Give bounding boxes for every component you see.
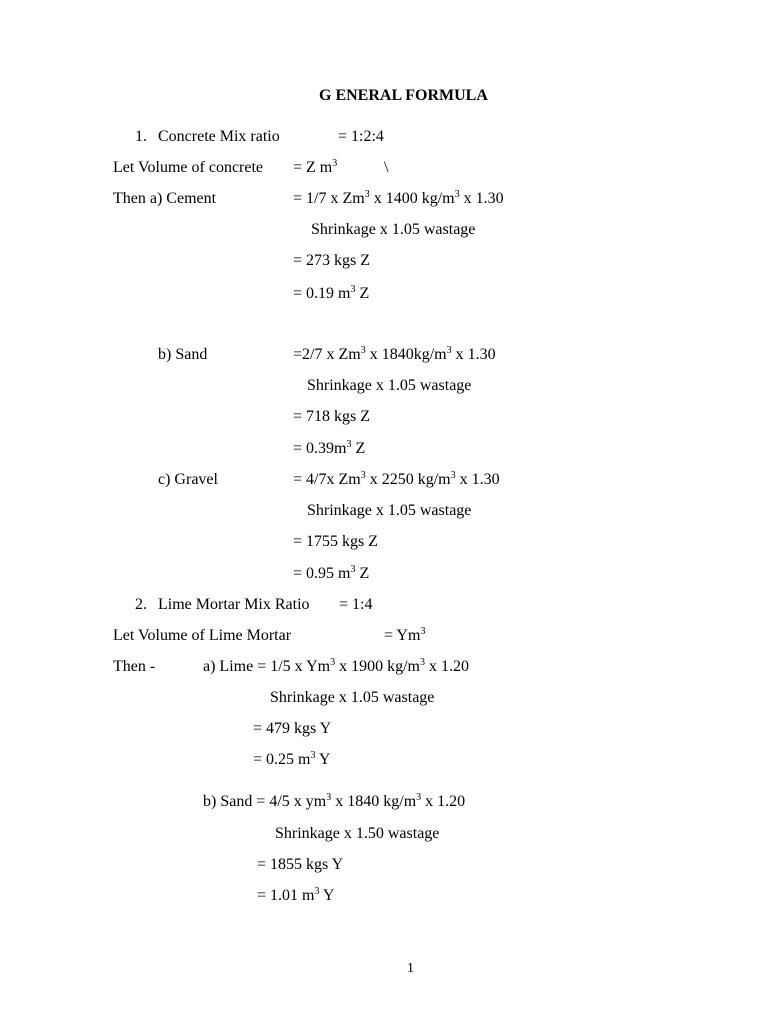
lime-volume: = 0.25 $m^3$ Y — [253, 750, 331, 768]
mortar-volume-value: = $Ym^3$ — [384, 626, 426, 644]
cement-label: Then a) Cement — [113, 190, 217, 207]
page-number: 1 — [407, 961, 414, 976]
mortar-sand-volume: = 1.01 $m^3$ Y — [257, 886, 335, 904]
gravel-label: c) Gravel — [158, 471, 218, 488]
sand-formula: =2/7 x Zm$^3$ x $1840kg/m^3$ x 1.30 — [293, 345, 496, 363]
mortar-sand-weight: = 1855 kgs Y — [257, 856, 344, 873]
section2-heading: Lime Mortar Mix Ratio — [158, 596, 310, 613]
section2-ratio: = 1:4 — [339, 596, 373, 613]
section1-ratio: = 1:2:4 — [338, 128, 384, 145]
sand-shrinkage: Shrinkage x 1.05 wastage — [307, 377, 472, 394]
mortar-sand-formula: b) Sand = 4/5 x $ym^3$ x 1840 $kg/m^3$ x 1.20 — [203, 792, 466, 810]
sand-weight: = 718 kgs Z — [293, 408, 371, 425]
cement-volume: = 0.19 $m^3$ Z — [293, 284, 370, 302]
lime-weight: = 479 kgs Y — [253, 720, 332, 737]
stray-backslash: \ — [384, 159, 389, 176]
sand-label: b) Sand — [158, 346, 208, 363]
gravel-formula: = 4/7x Zm$^3$ x 2250 $kg/m^3$ x 1.30 — [293, 470, 500, 488]
page-title: G ENERAL FORMULA — [319, 87, 488, 104]
mortar-sand-shrinkage: Shrinkage x 1.50 wastage — [275, 825, 440, 842]
gravel-shrinkage: Shrinkage x 1.05 wastage — [307, 502, 472, 519]
lime-then-label: Then - — [113, 658, 156, 675]
section1-number: 1. — [135, 128, 147, 145]
section2-number: 2. — [135, 596, 147, 613]
lime-shrinkage: Shrinkage x 1.05 wastage — [270, 689, 435, 706]
mortar-volume-label: Let Volume of Lime Mortar — [113, 627, 292, 644]
concrete-volume-label: Let Volume of concrete — [113, 159, 264, 176]
lime-formula: a) Lime = 1/5 x Ym$^3$ x 1900 $kg/m^3$ x 1.20 — [203, 657, 469, 675]
cement-shrinkage: Shrinkage x 1.05 wastage — [311, 221, 476, 238]
cement-weight: = 273 kgs Z — [293, 252, 371, 269]
gravel-volume: = 0.95 $m^3$ Z — [293, 564, 370, 582]
gravel-weight: = 1755 kgs Z — [293, 533, 379, 550]
section1-heading: Concrete Mix ratio — [158, 128, 280, 145]
sand-volume: = $0.39m^3$ Z — [293, 439, 366, 457]
concrete-volume-value: = Z $m^3$ — [293, 158, 338, 176]
cement-formula: = 1/7 x Zm$^3$ x 1400 $kg/m^3$ x 1.30 — [293, 189, 504, 207]
